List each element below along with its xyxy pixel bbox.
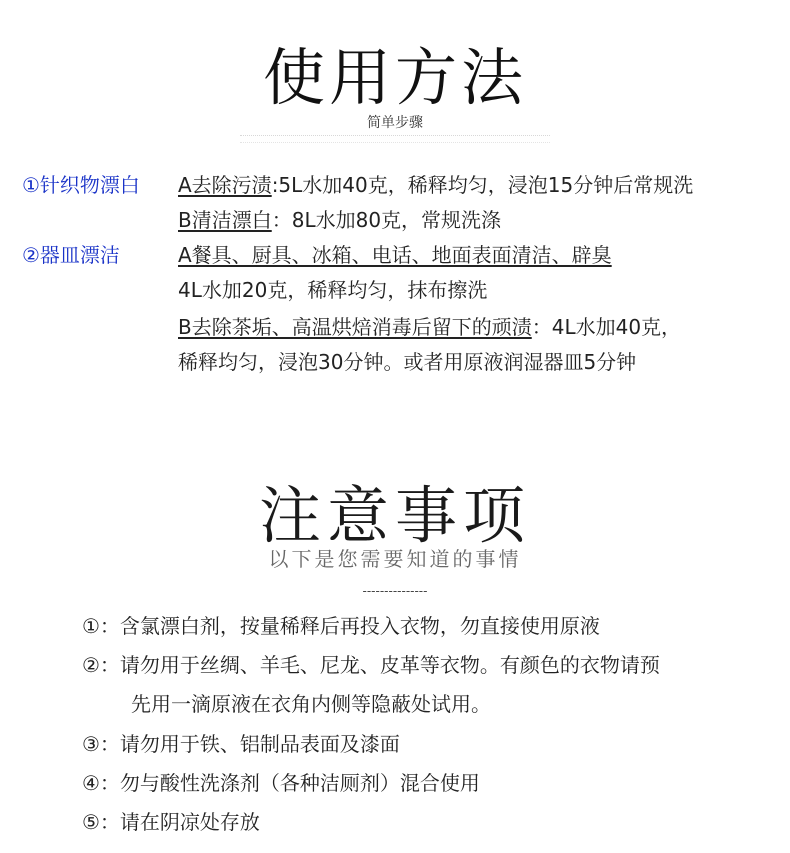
usage-step-line — [178, 345, 636, 380]
usage-step-label: A去除污渍 — [178, 173, 272, 197]
usage-subtitle: 简单步骤 — [367, 115, 423, 131]
usage-step-line — [178, 203, 501, 238]
notes-subtitle: 以下是您需要知道的事情 — [268, 547, 522, 571]
usage-step-label: B去除茶垢、高温烘焙消毒后留下的顽渍 — [178, 315, 532, 339]
usage-step-line — [178, 273, 487, 308]
usage-step-text: ：4L水加40克， — [531, 315, 682, 339]
notes-item: ⑤：请在阴凉处存放 — [82, 810, 260, 834]
notes-item-continuation: 先用一滴原液在衣角内侧等隐蔽处试用。 — [131, 692, 491, 716]
usage-step-label: B清洁漂白 — [178, 208, 272, 232]
usage-step-label: A餐具、厨具、冰箱、电话、地面表面清洁、辟臭 — [178, 243, 612, 267]
notes-divider: --------------- — [362, 584, 428, 598]
usage-step-line — [178, 168, 693, 203]
notes-item: ①：含氯漂白剂，按量稀释后再投入衣物，勿直接使用原液 — [82, 614, 600, 638]
notes-title: 注意事项 — [258, 479, 531, 552]
notes-item: ②：请勿用于丝绸、羊毛、尼龙、皮革等衣物。有颜色的衣物请预 — [82, 653, 660, 677]
usage-step-text: 4L水加20克，稀释均匀，抹布擦洗 — [178, 278, 488, 302]
usage-category-knitwear: ①针织物漂白 — [22, 173, 140, 197]
decorative-divider — [240, 135, 550, 143]
usage-step-text: ：8L水加80克，常规洗涤 — [271, 208, 502, 232]
usage-step-line — [178, 310, 681, 345]
usage-step-text: :5L水加40克，稀释均匀，浸泡15分钟后常规洗 — [271, 173, 694, 197]
notes-item: ③：请勿用于铁、铝制品表面及漆面 — [82, 732, 400, 756]
usage-step-text: 稀释均匀，浸泡30分钟。或者用原液润湿器皿5分钟 — [178, 350, 637, 374]
usage-step-line — [178, 238, 612, 273]
notes-item: ④：勿与酸性洗涤剂（各种洁厕剂）混合使用 — [82, 771, 480, 795]
usage-category-utensils: ②器皿漂洁 — [22, 243, 120, 267]
usage-title: 使用方法 — [262, 41, 527, 114]
